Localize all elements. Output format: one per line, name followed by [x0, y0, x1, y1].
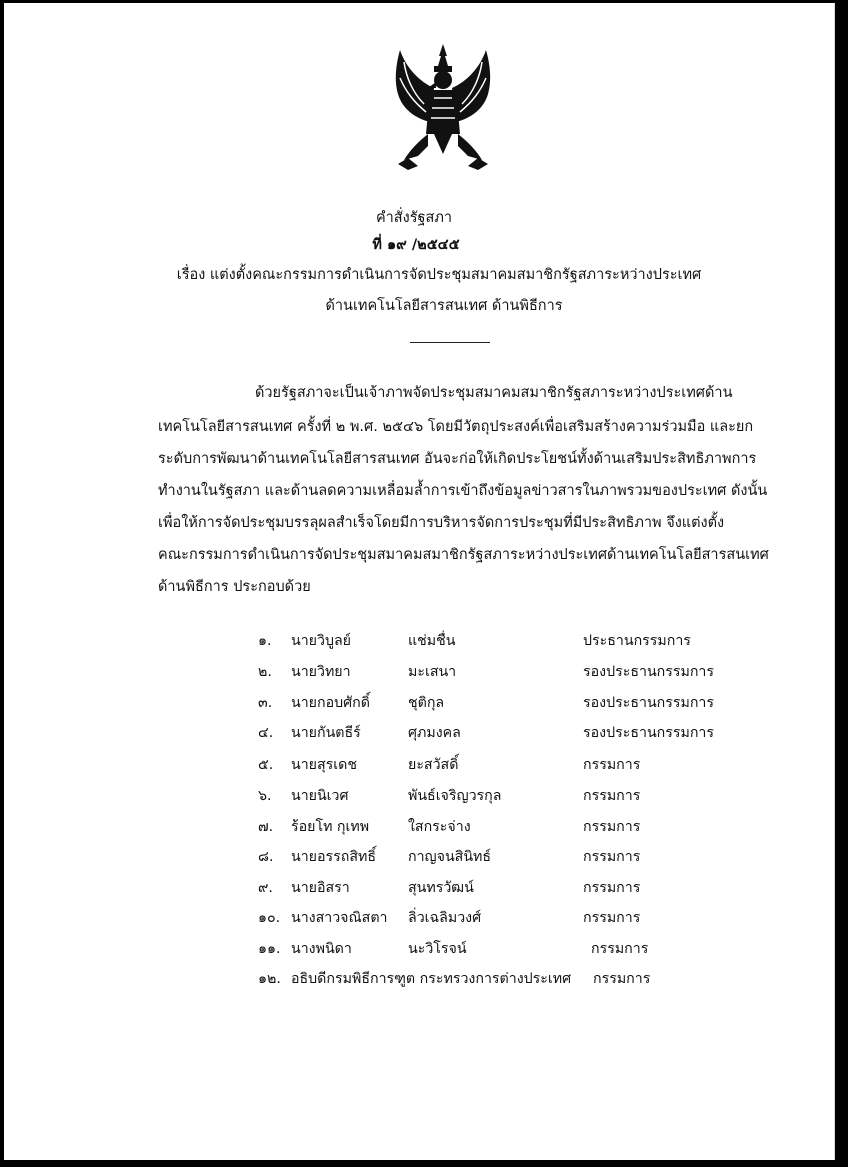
paragraph-line: ระดับการพัฒนาด้านเทคโนโลยีสารสนเทศ อันจะก่อให้เกิดประโยชน์ทั้งด้านเสริมประสิทธิภาพการ: [158, 451, 757, 467]
subject-line-continued: ด้านเทคโนโลยีสารสนเทศ ด้านพิธีการ: [325, 298, 563, 314]
member-number: ๗.: [258, 819, 274, 835]
member-role: กรรมการ: [593, 971, 651, 987]
member-number: ๑๒.: [258, 971, 281, 987]
paragraph-line: ทำงานในรัฐสภา และด้านลดความเหลื่อมล้ำการเข้าถึงข้อมูลข่าวสารในภาพรวมของประเทศ ดังนั้น: [158, 483, 768, 499]
member-number: ๑๑.: [258, 941, 281, 957]
paragraph-line: เทคโนโลยีสารสนเทศ ครั้งที่ ๒ พ.ศ. ๒๕๔๖ โดยมีวัตถุประสงค์เพื่อเสริมสร้างความร่วมมือ และยก: [158, 419, 754, 435]
garuda-emblem-icon: [384, 42, 502, 176]
member-name: นางพนิดา: [291, 941, 352, 957]
member-name: นายวิบูลย์: [291, 633, 351, 649]
paragraph-line: ด้วยรัฐสภาจะเป็นเจ้าภาพจัดประชุมสมาคมสมาชิกรัฐสภาระหว่างประเทศด้าน: [255, 385, 733, 401]
member-role: กรรมการ: [583, 788, 641, 804]
member-role: รองประธานกรรมการ: [583, 695, 714, 711]
member-number: ๘.: [258, 849, 274, 865]
member-number: ๕.: [258, 757, 274, 773]
member-name: นายกอบศักดิ์: [291, 695, 370, 711]
paragraph-line: เพื่อให้การจัดประชุมบรรลุผลสำเร็จโดยมีการบริหารจัดการประชุมที่มีประสิทธิภาพ จึงแต่งตั้ง: [158, 515, 725, 531]
member-name: นายนิเวศ: [291, 788, 349, 804]
member-role: กรรมการ: [583, 757, 641, 773]
member-role: กรรมการ: [583, 849, 641, 865]
member-role: รองประธานกรรมการ: [583, 664, 714, 680]
member-number: ๑๐.: [258, 910, 281, 926]
member-surname: ใสกระจ่าง: [408, 819, 471, 835]
member-number: ๑.: [258, 633, 272, 649]
member-name: นายกันตธีร์: [291, 725, 361, 741]
member-name: นายวิทยา: [291, 664, 351, 680]
member-number: ๖.: [258, 788, 272, 804]
member-name: นายสุรเดช: [291, 757, 357, 773]
member-name: นายอรรถสิทธิ์: [291, 849, 377, 865]
paragraph-line: ด้านพิธีการ ประกอบด้วย: [158, 579, 311, 595]
order-number: ที่ ๑๙ /๒๕๔๕: [372, 237, 460, 253]
member-surname: มะเสนา: [408, 664, 457, 680]
member-surname: พันธ์เจริญวรกุล: [408, 788, 502, 804]
member-surname: แช่มชื่น: [408, 633, 456, 649]
title-divider: [410, 342, 490, 343]
member-role: กรรมการ: [583, 819, 641, 835]
member-name: นางสาวจณิสตา: [291, 910, 388, 926]
member-surname: สุนทรวัฒน์: [408, 880, 474, 896]
member-name: ร้อยโท กุเทพ: [291, 819, 370, 835]
subject-line: เรื่อง แต่งตั้งคณะกรรมการดำเนินการจัดประชุมสมาคมสมาชิกรัฐสภาระหว่างประเทศ: [176, 267, 702, 283]
member-role: กรรมการ: [583, 910, 641, 926]
member-role: รองประธานกรรมการ: [583, 725, 714, 741]
member-number: ๓.: [258, 695, 273, 711]
member-surname: ยะสวัสดิ์: [408, 757, 459, 773]
member-name: นายอิสรา: [291, 880, 350, 896]
member-surname: ศุภมงคล: [408, 725, 461, 741]
member-number: ๒.: [258, 664, 272, 680]
member-surname: ลิ่วเฉลิมวงศ์: [408, 910, 482, 926]
order-title: คำสั่งรัฐสภา: [375, 210, 453, 226]
member-surname: ชุติกุล: [408, 695, 445, 711]
member-number: ๔.: [258, 725, 274, 741]
member-surname: กาญจนสินิทธ์: [408, 849, 492, 865]
member-role: กรรมการ: [583, 880, 641, 896]
member-role: กรรมการ: [591, 941, 649, 957]
member-position-title: อธิบดีกรมพิธีการฑูต กระทรวงการต่างประเทศ: [291, 971, 572, 987]
member-surname: นะวิโรจน์: [408, 941, 467, 957]
member-number: ๙.: [258, 880, 273, 896]
member-role: ประธานกรรมการ: [583, 633, 691, 649]
paragraph-line: คณะกรรมการดำเนินการจัดประชุมสมาคมสมาชิกรัฐสภาระหว่างประเทศด้านเทคโนโลยีสารสนเทศ: [158, 547, 769, 563]
